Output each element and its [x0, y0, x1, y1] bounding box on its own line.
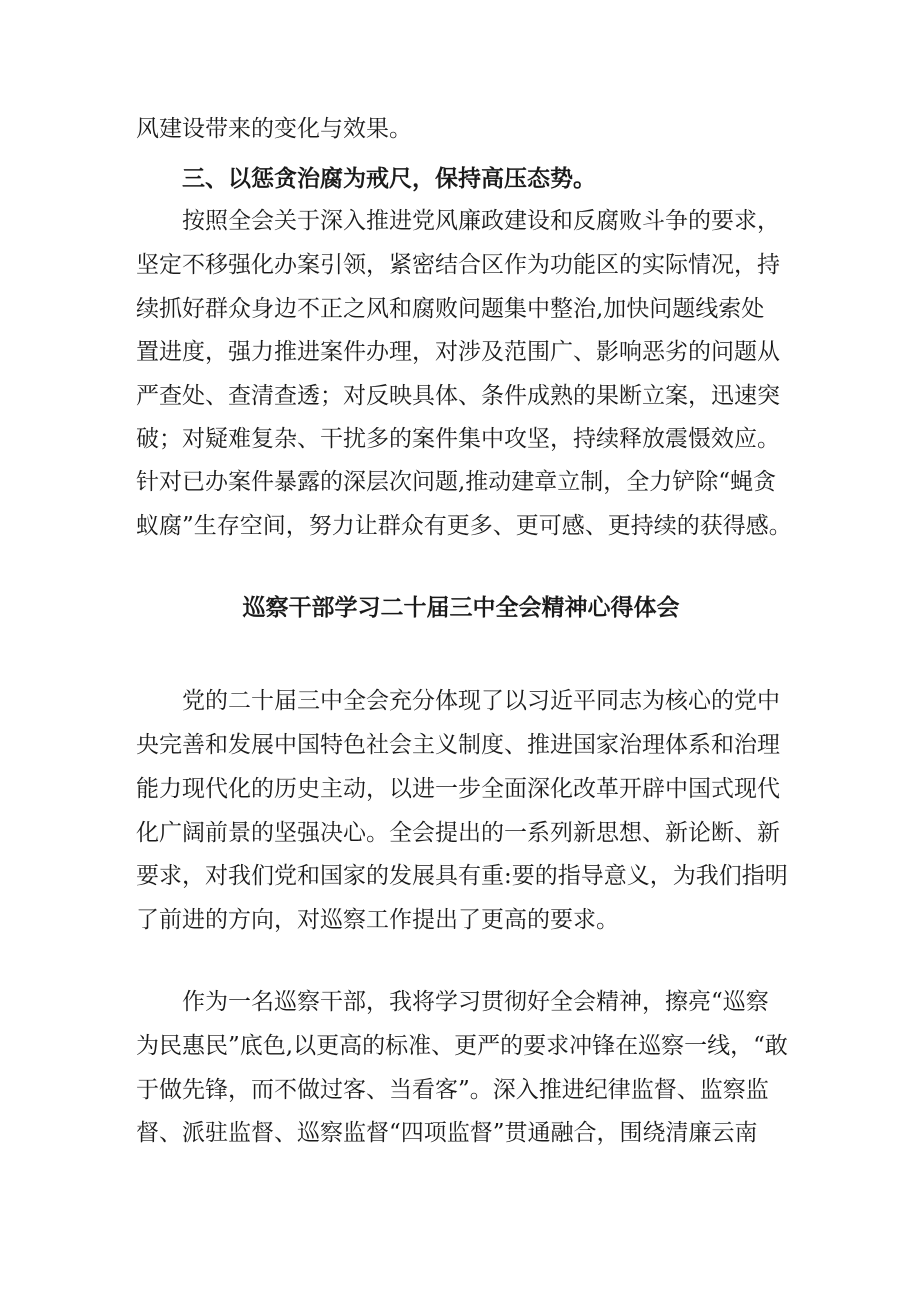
paragraph-line: 于做先锋，而不做过客、当看客”。深入推进纪律监督、监察监 [136, 1077, 769, 1103]
paragraph-line: 蚁腐”生存空间，努力让群众有更多、更可感、更持续的获得感。 [136, 513, 792, 539]
paragraph-line: 严查处、查清查透；对反映具体、条件成熟的果断立案，迅速突 [136, 383, 780, 409]
paragraph-line: 续抓好群众身边不正之风和腐败问题集中整治,加快问题线索处 [136, 296, 765, 322]
paragraph-line: 按照全会关于深入推进党风廉政建设和反腐败斗争的要求， [182, 208, 780, 234]
paragraph-line: 置进度，强力推进案件办理，对涉及范围广、影响恶劣的问题从 [136, 339, 780, 365]
paragraph-line: 坚定不移强化办案引领，紧密结合区作为功能区的实际情况，持 [136, 252, 780, 278]
paragraph-line: 作为一名巡察干部，我将学习贯彻好全会精神，擦亮“巡察 [182, 989, 769, 1015]
paragraph-line: 了前进的方向，对巡察工作提出了更高的要求。 [136, 907, 619, 933]
paragraph-line: 能力现代化的历史主动，以进一步全面深化改革开辟中国式现代 [136, 776, 780, 802]
continuation-line: 风建设带来的变化与效果。 [136, 116, 412, 142]
article-title: 巡察干部学习二十届三中全会精神心得体会 [242, 594, 680, 621]
section-heading: 三、以惩贪治腐为戒尺，保持高压态势。 [182, 165, 596, 192]
paragraph-line: 破；对疑难复杂、干扰多的案件集中攻坚，持续释放震慑效应。 [136, 426, 780, 452]
paragraph-line: 为民惠民”底色,以更高的标准、更严的要求冲锋在巡察一线，“敢 [136, 1033, 788, 1059]
paragraph-line: 央完善和发展中国特色社会主义制度、推进国家治理体系和治理 [136, 732, 780, 758]
paragraph-line: 化广阔前景的坚强决心。全会提出的一系列新思想、新论断、新 [136, 820, 780, 846]
paragraph-line: 党的二十届三中全会充分体现了以习近平同志为核心的党中 [182, 688, 780, 714]
paragraph-line: 要求，对我们党和国家的发展具有重:要的指导意义，为我们指明 [136, 863, 788, 889]
paragraph-line: 督、派驻监督、巡察监督“四项监督”贯通融合，围绕清廉云南 [136, 1120, 758, 1146]
paragraph-line: 针对已办案件暴露的深层次问题,推动建章立制，全力铲除“蝇贪 [136, 469, 777, 495]
